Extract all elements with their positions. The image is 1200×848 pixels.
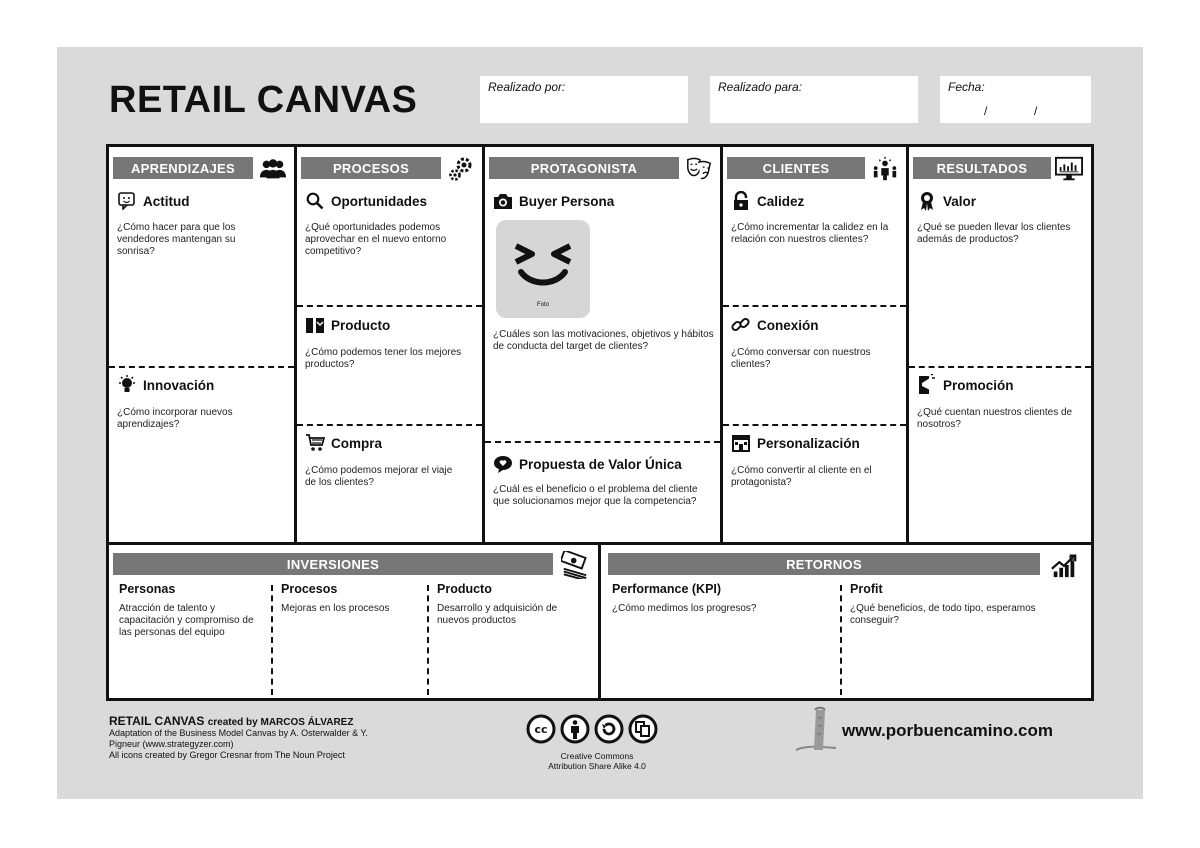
svg-text:cc: cc <box>534 723 548 736</box>
performance-text: ¿Cómo medimos los progresos? <box>612 603 757 614</box>
compra-section <box>305 433 382 453</box>
canvas-sheet <box>57 47 1143 799</box>
divider <box>297 424 482 426</box>
producto-inv-text: Desarrollo y adquisición de nuevos productos <box>437 603 558 626</box>
photo-label: Foto <box>536 302 549 308</box>
profit-title: Profit <box>850 582 883 596</box>
lock-icon <box>731 191 751 211</box>
inversiones-header: INVERSIONES <box>113 553 553 575</box>
promocion-section <box>917 375 1014 395</box>
book-icon <box>305 315 325 335</box>
column-procesos <box>297 147 485 542</box>
buyer-persona-question: ¿Cuáles son las motivaciones, objetivos y hábitos de conducta del target de clientes? <box>493 329 714 352</box>
actitud-question: ¿Cómo hacer para que los vendedores mantengan su sonrisa? <box>117 222 236 257</box>
buyer-persona-title: Buyer Persona <box>519 193 615 209</box>
producto-inv-title: Producto <box>437 582 492 596</box>
column-protagonista <box>485 147 723 542</box>
divider <box>485 441 720 443</box>
people-icon <box>259 155 287 183</box>
promocion-question: ¿Qué cuentan nuestros clientes de nosotros? <box>917 407 1073 430</box>
conexion-title: Conexión <box>757 317 819 333</box>
producto-question: ¿Cómo podemos tener los mejores productos? <box>305 347 462 370</box>
divider <box>909 366 1091 368</box>
actitud-title: Actitud <box>143 193 190 209</box>
valor-title: Valor <box>943 193 977 209</box>
column-aprendizajes <box>109 147 297 542</box>
resultados-header: RESULTADOS <box>913 157 1051 179</box>
copy-icon <box>630 716 656 742</box>
retornos-block <box>604 545 1091 701</box>
footer-author: created by MARCOS ÁLVAREZ <box>207 717 354 728</box>
propuesta-valor-title: Propuesta de Valor Única <box>519 456 682 472</box>
personalizacion-title: Personalización <box>757 435 860 451</box>
performance-title: Performance (KPI) <box>612 582 722 596</box>
divider <box>840 585 842 695</box>
date-label: Fecha: <box>948 80 985 94</box>
cc-line2: Attribution Share Alike 4.0 <box>548 761 646 771</box>
lightbulb-icon <box>117 375 137 395</box>
retornos-header: RETORNOS <box>608 553 1040 575</box>
aprendizajes-header: APRENDIZAJES <box>113 157 253 179</box>
footer-brand-line <box>109 714 409 728</box>
innovacion-title: Innovación <box>143 377 215 393</box>
made-for-field[interactable] <box>710 76 918 123</box>
share-icon <box>596 716 622 742</box>
date-field[interactable] <box>940 76 1091 123</box>
date-slash: / <box>1034 104 1038 118</box>
gears-icon <box>447 155 475 183</box>
store-icon <box>731 433 751 453</box>
divider <box>297 305 482 307</box>
producto-section <box>305 315 390 335</box>
link-icon <box>731 315 751 335</box>
buyer-photo[interactable] <box>496 220 590 318</box>
date-slash: / <box>984 104 988 118</box>
actitud-section <box>117 191 190 211</box>
made-by-label: Realizado por: <box>488 80 566 94</box>
megaphone-icon <box>917 375 937 395</box>
search-icon <box>305 191 325 211</box>
oportunidades-title: Oportunidades <box>331 193 428 209</box>
footer-credits <box>109 714 409 761</box>
cc-icons <box>524 714 670 744</box>
creative-commons-badge[interactable] <box>524 714 670 771</box>
calidez-section <box>731 191 804 211</box>
personas-title: Personas <box>119 582 176 596</box>
bottom-row <box>109 542 1091 701</box>
compra-question: ¿Cómo podemos mejorar el viaje de los clientes? <box>305 465 453 488</box>
personas-text: Atracción de talento y capacitación y compromiso de las personas del equipo <box>119 603 254 638</box>
website-link[interactable]: www.porbuencamino.com <box>842 721 1053 740</box>
protagonista-header: PROTAGONISTA <box>489 157 679 179</box>
monitor-chart-icon <box>1055 155 1083 183</box>
person-icon <box>562 716 588 742</box>
column-resultados <box>909 147 1091 542</box>
innovacion-question: ¿Cómo incorporar nuevos aprendizajes? <box>117 407 233 430</box>
money-stack-icon <box>561 551 589 579</box>
made-for-label: Realizado para: <box>718 80 803 94</box>
walking-stick-icon <box>794 706 838 754</box>
valor-section <box>917 191 976 211</box>
personalizacion-question: ¿Cómo convertir al cliente en el protagonista? <box>731 465 872 488</box>
cc-icon <box>528 716 554 742</box>
divider <box>109 366 294 368</box>
crowd-icon <box>871 155 899 183</box>
propuesta-valor-section <box>493 454 682 474</box>
growth-chart-icon <box>1050 551 1078 579</box>
procesos-header: PROCESOS <box>301 157 441 179</box>
propuesta-valor-question: ¿Cuál es el beneficio o el problema del cliente que solucionamos mejor que la competencia? <box>493 484 698 507</box>
retail-canvas-grid <box>106 144 1094 701</box>
dollar-sign: $ <box>1068 553 1075 564</box>
smiley-face-icon <box>496 220 590 306</box>
theater-masks-icon <box>685 155 713 183</box>
chat-face-icon <box>117 191 137 211</box>
cart-icon <box>305 433 325 453</box>
divider <box>427 585 429 695</box>
footer-icons-credit: All icons created by Gregor Cresnar from The Noun Project <box>109 750 345 760</box>
divider <box>723 305 906 307</box>
valor-question: ¿Qué se pueden llevar los clientes además de productos? <box>917 222 1071 245</box>
page-title: RETAIL CANVAS <box>109 79 418 121</box>
compra-title: Compra <box>331 435 383 451</box>
divider <box>271 585 273 695</box>
clientes-header: CLIENTES <box>727 157 865 179</box>
promocion-title: Promoción <box>943 377 1014 393</box>
conexion-question: ¿Cómo conversar con nuestros clientes? <box>731 347 871 370</box>
profit-text: ¿Qué beneficios, de todo tipo, esperamos conseguir? <box>850 603 1036 626</box>
oportunidades-section <box>305 191 427 211</box>
personalizacion-section <box>731 433 860 453</box>
speech-heart-icon <box>493 454 513 474</box>
conexion-section <box>731 315 819 335</box>
calidez-question: ¿Cómo incrementar la calidez en la relación con nuestros clientes? <box>731 222 889 245</box>
camera-icon <box>493 191 513 211</box>
calidez-title: Calidez <box>757 193 805 209</box>
oportunidades-question: ¿Qué oportunidades podemos aprovechar en el nuevo entorno competitivo? <box>305 222 447 257</box>
made-by-field[interactable] <box>480 76 688 123</box>
producto-title: Producto <box>331 317 391 333</box>
divider <box>723 424 906 426</box>
footer-brand: RETAIL CANVAS <box>109 714 205 728</box>
column-clientes <box>723 147 909 542</box>
procesos-inv-text: Mejoras en los procesos <box>281 603 390 614</box>
innovacion-section <box>117 375 214 395</box>
inversiones-block <box>109 545 601 701</box>
buyer-persona-section <box>493 191 614 211</box>
cc-line1: Creative Commons <box>560 751 634 761</box>
footer-adaptation: Adaptation of the Business Model Canvas by A. Osterwalder & Y. Pigneur (www.strategyzer.com) <box>109 728 368 749</box>
medal-icon <box>917 191 937 211</box>
procesos-inv-title: Procesos <box>281 582 338 596</box>
